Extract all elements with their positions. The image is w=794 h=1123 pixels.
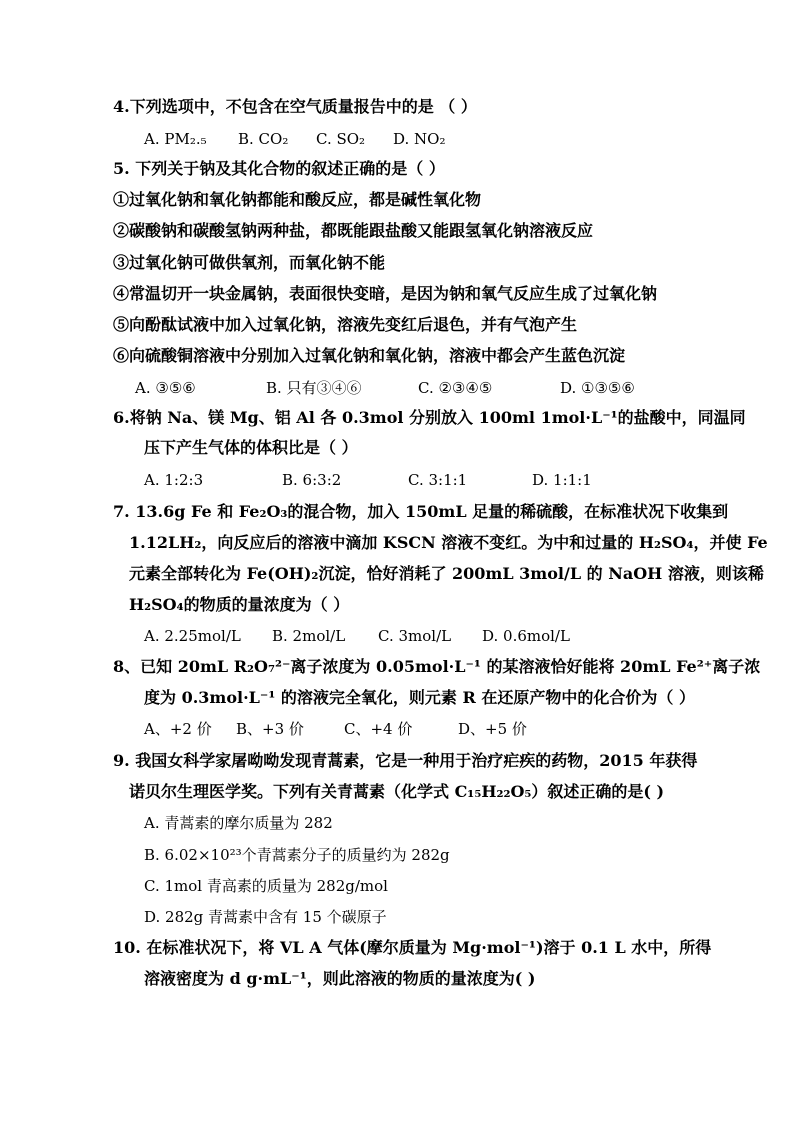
q6-option-c: C. 3:1:1: [408, 471, 468, 489]
q9-option-c: C. 1mol 青高素的质量为 282g/mol: [144, 877, 388, 895]
q7-option-b: B. 2mol/L: [272, 627, 346, 645]
q5-statement-3: ③过氧化钠可做供氧剂，而氧化钠不能: [113, 253, 386, 272]
q6-line-1: 6.将钠 Na、镁 Mg、铝 Al 各 0.3mol 分别放入 100ml 1mol·L⁻¹的盐酸中，同温同: [113, 408, 746, 427]
q5-option-c: C. ②③④⑤: [418, 379, 493, 397]
q9-line-1: 9. 我国女科学家屠呦呦发现青蒿素，它是一种用于治疗疟疾的药物，2015 年获得: [113, 751, 698, 770]
q8-option-b: B、+3 价: [236, 720, 304, 738]
q6-option-d: D. 1:1:1: [532, 471, 592, 489]
q10-line-2: 溶液密度为 d g·mL⁻¹，则此溶液的物质的量浓度为( ): [144, 969, 536, 988]
q4-option-a: A. PM₂.₅: [144, 130, 207, 148]
q4-option-c: C. SO₂: [316, 130, 366, 148]
q5-statement-1: ①过氧化钠和氧化钠都能和酸反应，都是碱性氧化物: [113, 190, 482, 209]
q9-option-a: A. 青蒿素的摩尔质量为 282: [144, 814, 333, 832]
q7-line-3: 元素全部转化为 Fe(OH)₂沉淀，恰好消耗了 200mL 3mol/L 的 NaOH 溶液，则该稀: [129, 564, 764, 583]
q4-option-d: D. NO₂: [393, 130, 446, 148]
q5-statement-6: ⑥向硫酸铜溶液中分别加入过氧化钠和氧化钠，溶液中都会产生蓝色沉淀: [113, 346, 626, 365]
q5-option-d: D. ①③⑤⑥: [560, 379, 635, 397]
q7-line-4: H₂SO₄的物质的量浓度为（ ）: [129, 595, 350, 614]
q6-option-a: A. 1:2:3: [144, 471, 204, 489]
q4-option-b: B. CO₂: [238, 130, 289, 148]
q5-statement-2: ②碳酸钠和碳酸氢钠两种盐，都既能跟盐酸又能跟氢氧化钠溶液反应: [113, 221, 594, 240]
q5-statement-5: ⑤向酚酞试液中加入过氧化钠，溶液先变红后退色，并有气泡产生: [113, 315, 578, 334]
q8-line-1: 8、已知 20mL R₂O₇²⁻离子浓度为 0.05mol·L⁻¹ 的某溶液恰好能将 20mL Fe²⁺离子浓: [113, 657, 761, 676]
q4-stem: 4.下列选项中，不包含在空气质量报告中的是 （ ）: [113, 97, 477, 116]
q7-option-c: C. 3mol/L: [378, 627, 452, 645]
q8-option-d: D、+5 价: [458, 720, 527, 738]
q8-option-c: C、+4 价: [344, 720, 413, 738]
q7-line-2: 1.12LH₂，向反应后的溶液中滴加 KSCN 溶液不变红。为中和过量的 H₂SO₄，并使 Fe: [129, 533, 768, 552]
q6-line-2: 压下产生气体的体积比是（ ）: [144, 438, 358, 457]
q6-option-b: B. 6:3:2: [282, 471, 342, 489]
q9-option-b: B. 6.02×10²³个青蒿素分子的质量约为 282g: [144, 846, 450, 864]
q7-line-1: 7. 13.6g Fe 和 Fe₂O₃的混合物，加入 150mL 足量的稀硫酸，在标准状况下收集到: [113, 502, 729, 521]
q5-option-b: B. 只有③④⑥: [266, 379, 362, 397]
q5-option-a: A. ③⑤⑥: [135, 379, 196, 397]
q10-line-1: 10. 在标准状况下，将 VL A 气体(摩尔质量为 Mg·mol⁻¹)溶于 0.1 L 水中，所得: [113, 938, 712, 957]
q8-line-2: 度为 0.3mol·L⁻¹ 的溶液完全氧化，则元素 R 在还原产物中的化合价为（ ）: [144, 688, 695, 707]
q5-statement-4: ④常温切开一块金属钠，表面很快变暗，是因为钠和氧气反应生成了过氧化钠: [113, 284, 658, 303]
q5-stem: 5. 下列关于钠及其化合物的叙述正确的是（ ）: [113, 159, 445, 178]
q7-option-d: D. 0.6mol/L: [482, 627, 570, 645]
q9-option-d: D. 282g 青蒿素中含有 15 个碳原子: [144, 908, 387, 926]
q7-option-a: A. 2.25mol/L: [144, 627, 241, 645]
q9-line-2: 诺贝尔生理医学奖。下列有关青蒿素（化学式 C₁₅H₂₂O₅）叙述正确的是( ): [129, 782, 665, 801]
q8-option-a: A、+2 价: [144, 720, 212, 738]
